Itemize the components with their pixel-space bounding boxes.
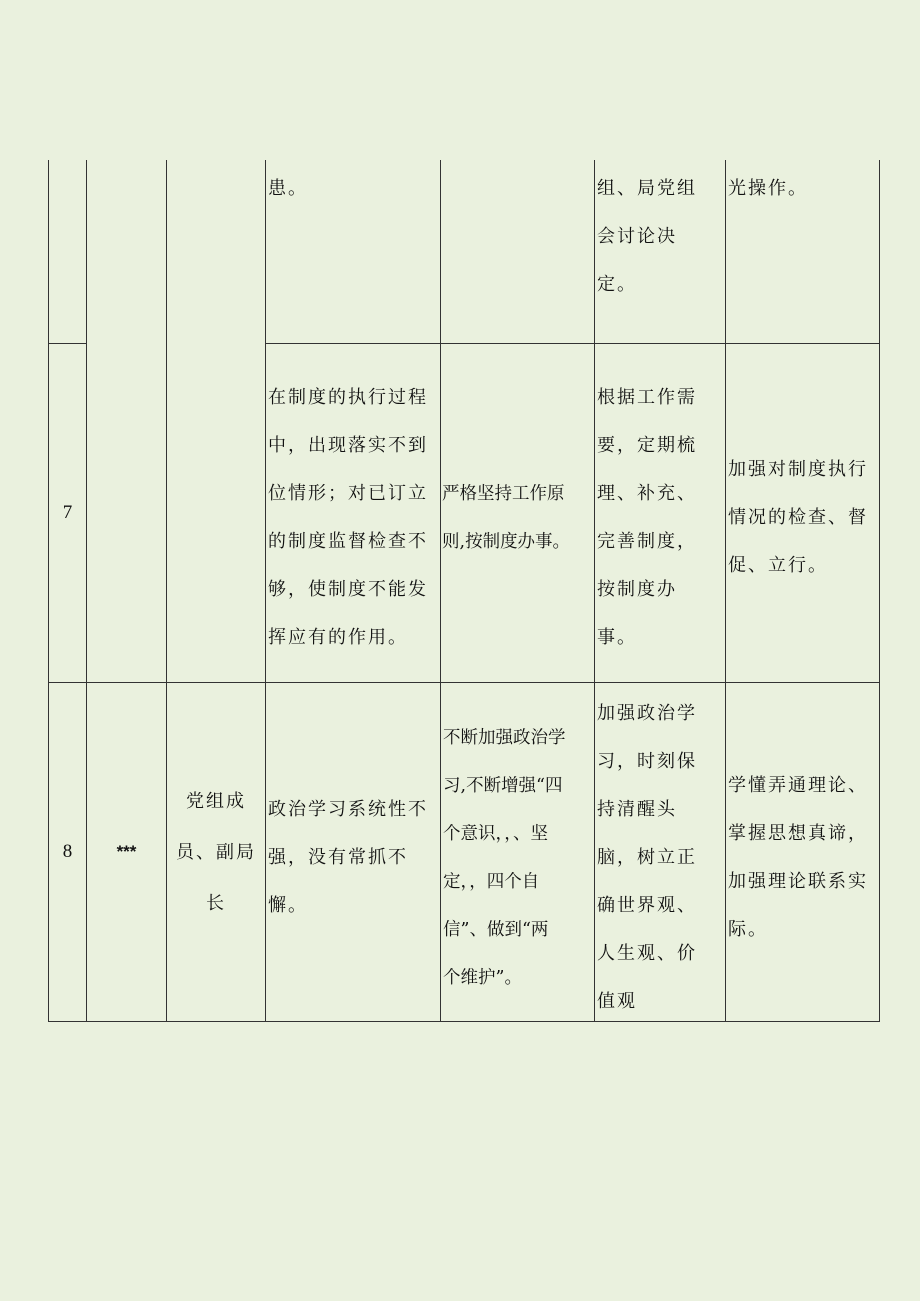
continued-result-cell: 光操作。 xyxy=(728,178,808,199)
row8-problem-cell: 政治学习系统性不 强，没有常抓不 懈。 xyxy=(268,799,428,916)
table-border-col3 xyxy=(265,160,266,1022)
row-divider-7-top-right xyxy=(265,343,880,344)
row7-measure-cell: 根据工作需 要，定期梳 理、补充、 完善制度， 按制度办 事。 xyxy=(597,387,697,648)
row7-problem-cell: 在制度的执行过程 中，出现落实不到 位情形；对已订立 的制度监督检查不 够，使制度不能发 挥应有的作用。 xyxy=(268,387,428,648)
continued-problem-cell: 患。 xyxy=(268,178,308,199)
row7-commitment-cell: 严格坚持工作原 则,按制度办事。 xyxy=(442,484,571,552)
continued-measure-cell: 组、局党组 会讨论决 定。 xyxy=(597,178,697,295)
table-border-bottom xyxy=(48,1021,880,1022)
row8-number-cell: 8 xyxy=(62,841,73,862)
table-border-col4 xyxy=(440,160,441,1022)
row8-commitment-cell: 不断加强政治学 习,不断增强“四 个意识，，、坚 定，，四个自 信”、做到“两 个维护”。 xyxy=(443,728,566,988)
table-border-col6 xyxy=(725,160,726,1022)
row8-name-cell: *** xyxy=(116,842,137,861)
row7-number-cell: 7 xyxy=(62,502,73,523)
row7-result-cell: 加强对制度执行 情况的检查、督 促、立行。 xyxy=(728,459,868,576)
table-border-right xyxy=(879,160,880,1022)
row8-measure-cell: 加强政治学 习，时刻保 持清醒头 脑，树立正 确世界观、 人生观、价 值观 xyxy=(597,703,697,1012)
row8-result-cell: 学懂弄通理论、 掌握思想真谛， 加强理论联系实 际。 xyxy=(728,775,868,940)
row8-position-cell: 党组成 员、副局 长 xyxy=(176,790,256,914)
